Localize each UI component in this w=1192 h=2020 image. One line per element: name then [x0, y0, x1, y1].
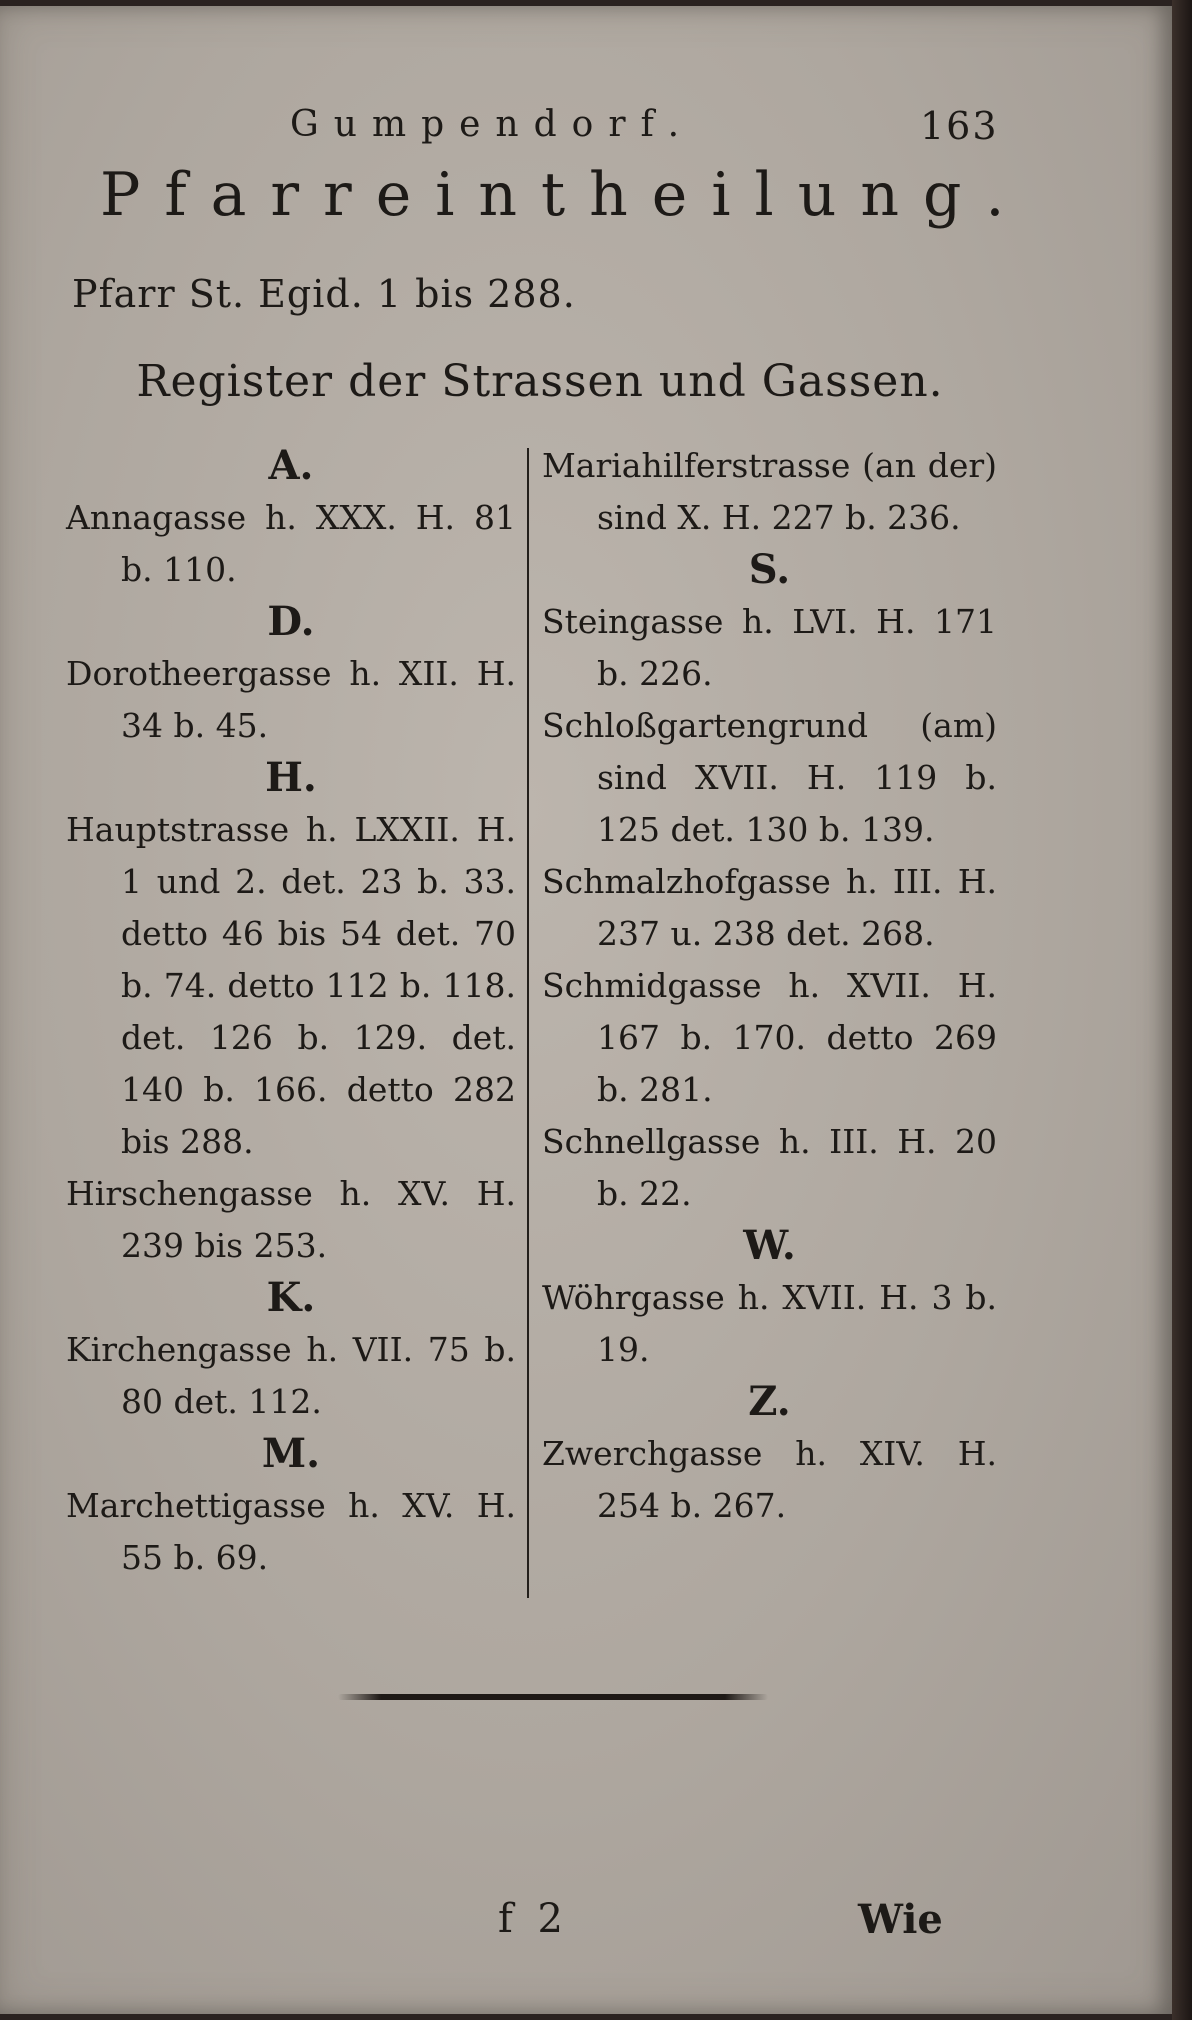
main-title: Pfarreintheilung.	[100, 160, 1029, 230]
register-entry: Wöhrgasse h. XVII. H. 3 b. 19.	[542, 1278, 997, 1369]
left-column	[66, 440, 516, 1584]
closing-rule	[338, 1694, 768, 1700]
letter-heading: A.	[268, 442, 314, 489]
page-edge	[1172, 0, 1192, 2020]
register-heading: Register der Strassen und Gassen.	[136, 356, 944, 407]
register-entry: Hirschengasse h. XV. H. 239 bis 253.	[66, 1174, 516, 1265]
right-column	[542, 440, 997, 1532]
register-entry: Dorotheergasse h. XII. H. 34 b. 45.	[66, 654, 516, 745]
letter-heading: D.	[267, 598, 315, 645]
register-entry: Schmidgasse h. XVII. H. 167 b. 170. detto 269 b. 281.	[542, 966, 997, 1109]
letter-heading: W.	[743, 1222, 796, 1269]
register-entry: Schmalzhofgasse h. III. H. 237 u. 238 det. 268.	[542, 862, 997, 953]
catchword: Wie	[858, 1896, 943, 1943]
letter-heading: H.	[265, 754, 317, 801]
letter-heading: K.	[266, 1274, 316, 1321]
register-entry: Schnellgasse h. III. H. 20 b. 22.	[542, 1122, 997, 1213]
register-entry: Zwerchgasse h. XIV. H. 254 b. 267.	[542, 1434, 997, 1525]
signature-mark: f 2	[498, 1896, 569, 1942]
running-title: Gumpendorf.	[290, 104, 695, 145]
letter-heading: S.	[748, 546, 791, 593]
register-entry: Steingasse h. LVI. H. 171 b. 226.	[542, 602, 997, 693]
register-entry: Hauptstrasse h. LXXII. H. 1 und 2. det. 23 b. 33. detto 46 bis 54 det. 70 b. 74. detto 112 b. 118. det. 126 b. 129. det. 140 b. 166. detto 282 bis 288.	[66, 810, 516, 1161]
letter-heading: M.	[261, 1430, 321, 1477]
parish-line: Pfarr St. Egid. 1 bis 288.	[72, 272, 576, 316]
page-number: 163	[920, 104, 999, 148]
running-head	[0, 104, 1192, 154]
register-entry: Annagasse h. XXX. H. 81 b. 110.	[66, 498, 516, 589]
register-entry: Marchettigasse h. XV. H. 55 b. 69.	[66, 1486, 516, 1577]
column-rule	[527, 448, 529, 1598]
register-entry: Schloßgartengrund (am) sind XVII. H. 119 b. 125 det. 130 b. 139.	[542, 706, 997, 849]
letter-heading: Z.	[748, 1378, 791, 1425]
register-entry: Kirchengasse h. VII. 75 b. 80 det. 112.	[66, 1330, 516, 1421]
register-entry: Mariahilferstrasse (an der) sind X. H. 227 b. 236.	[542, 446, 997, 537]
